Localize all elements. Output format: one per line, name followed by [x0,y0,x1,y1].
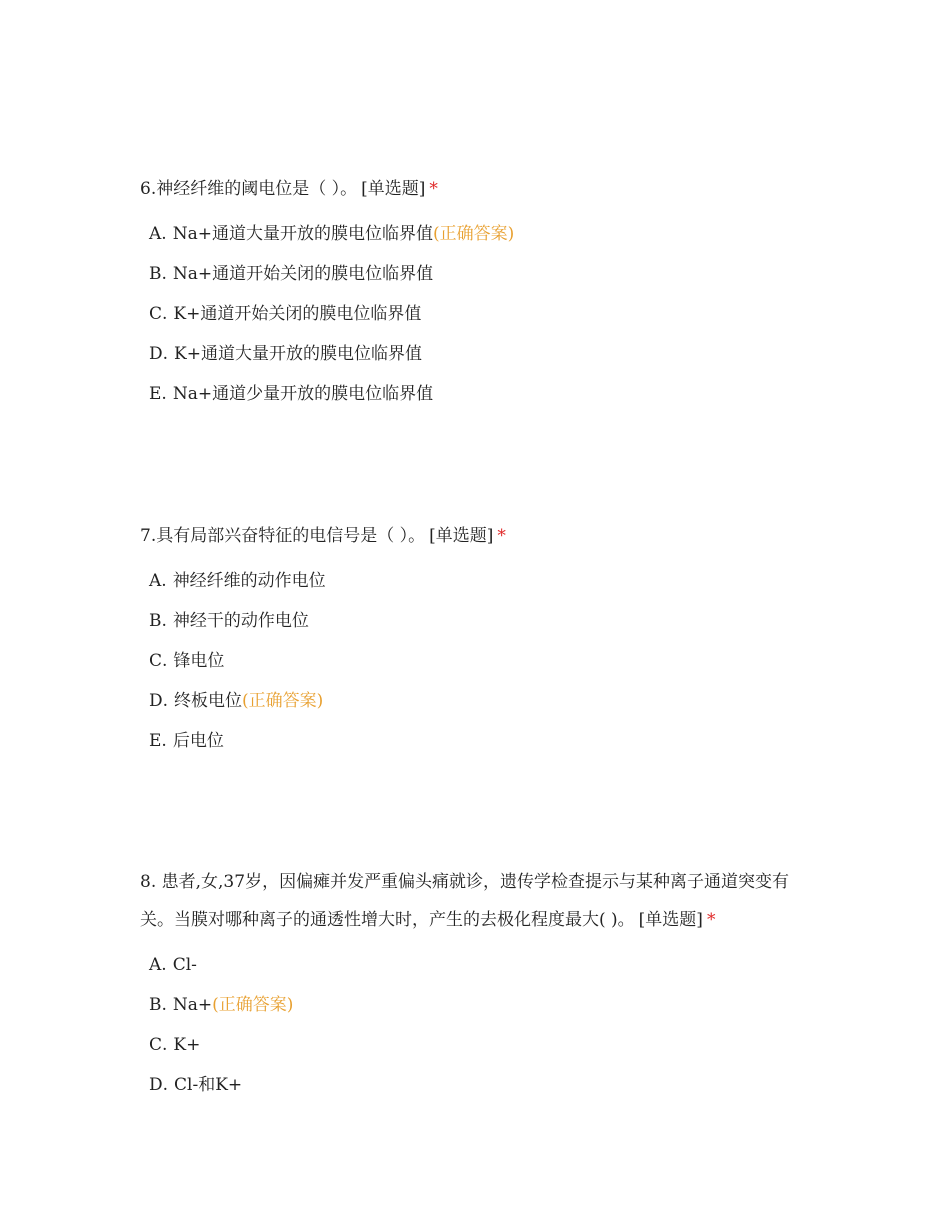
option-d[interactable] [149,334,820,374]
correct-answer-tag: (正确答案) [432,224,515,244]
option-separator: . [162,651,168,671]
question-stem [140,517,820,555]
option-c[interactable] [149,294,820,334]
option-letter: B [149,995,162,1015]
option-separator: . [162,1035,168,1055]
option-text: 神经纤维的动作电位 [172,571,326,591]
question-7 [140,517,820,761]
option-letter: D [149,344,163,364]
question-type-label: [单选题] [361,179,426,199]
question-6 [140,170,820,414]
option-text: K+通道开始关闭的膜电位临界值 [173,304,422,324]
option-separator: . [161,995,167,1015]
option-c[interactable] [149,1025,820,1065]
option-separator: . [161,264,167,284]
option-text: Na+通道大量开放的膜电位临界值 [172,224,433,244]
option-text: 后电位 [172,731,224,751]
question-type-label: [单选题] [638,910,703,930]
question-8 [140,863,820,1105]
option-e[interactable] [149,374,820,414]
option-separator: . [161,571,167,591]
option-letter: E [149,384,162,404]
option-text: K+ [173,1035,201,1055]
option-letter: B [149,264,162,284]
required-asterisk: * [497,526,506,546]
option-a[interactable] [149,945,820,985]
stem-text: 6.神经纤维的阈电位是（ ）。 [140,179,358,199]
option-letter: C [149,651,163,671]
option-b[interactable] [149,601,820,641]
option-c[interactable] [149,641,820,681]
option-text: Na+通道开始关闭的膜电位临界值 [172,264,434,284]
option-text: 神经干的动作电位 [172,611,309,631]
stem-text: 8. 患者,女,37岁，因偏瘫并发严重偏头痛就诊，遗传学检查提示与某种离子通道突变有关。当膜对哪种离子的通透性增大时，产生的去极化程度最大( )。 [140,872,790,930]
option-letter: D [149,1075,163,1095]
option-separator: . [161,731,167,751]
option-list [140,945,820,1105]
option-letter: D [149,691,163,711]
option-text: 终板电位 [174,691,243,711]
option-separator: . [161,224,167,244]
option-letter: E [149,731,162,751]
option-separator: . [162,691,169,711]
option-text: Cl-和K+ [174,1075,243,1095]
option-e[interactable] [149,721,820,761]
option-text: Cl- [172,955,197,975]
question-type-label: [单选题] [429,526,494,546]
stem-text: 7.具有局部兴奋特征的电信号是（ ）。 [140,526,426,546]
option-separator: . [162,1075,169,1095]
question-stem [140,863,820,939]
required-asterisk: * [429,179,438,199]
option-a[interactable] [149,214,820,254]
option-list [140,561,820,761]
option-text: K+通道大量开放的膜电位临界值 [174,344,422,364]
option-text: Na+ [172,995,213,1015]
option-list [140,214,820,414]
option-b[interactable] [149,985,820,1025]
option-b[interactable] [149,254,820,294]
option-text: 锋电位 [173,651,225,671]
option-d[interactable] [149,681,820,721]
required-asterisk: * [706,910,716,930]
question-stem [140,170,820,208]
option-separator: . [161,611,167,631]
option-separator: . [161,384,167,404]
option-separator: . [161,955,167,975]
option-d[interactable] [149,1065,820,1105]
correct-answer-tag: (正确答案) [242,691,324,711]
option-letter: C [149,304,163,324]
correct-answer-tag: (正确答案) [212,995,294,1015]
option-letter: B [149,611,162,631]
option-letter: A [149,224,162,244]
option-letter: C [149,1035,163,1055]
option-letter: A [149,955,162,975]
option-letter: A [149,571,162,591]
option-a[interactable] [149,561,820,601]
option-text: Na+通道少量开放的膜电位临界值 [172,384,434,404]
option-separator: . [162,344,169,364]
option-separator: . [162,304,168,324]
